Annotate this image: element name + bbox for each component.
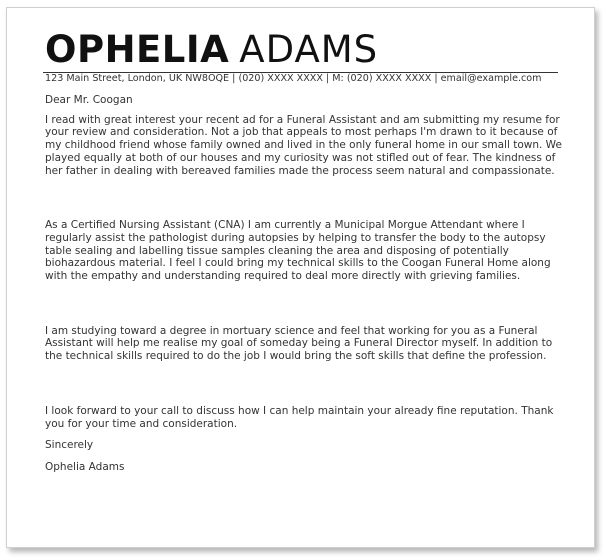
signature-name: Ophelia Adams: [45, 460, 125, 473]
paragraph-1: I read with great interest your recent ad for a Funeral Assistant and am submitting my resume for your review and consideration. Not a job that appeals to most perhaps I'm drawn to it because of my childhood friend whose family owned and lived in the only funeral home in our small town. We played equally at both of our houses and my curiosity was not stifled out of fear. The kindness of her father in dealing with bereaved families made the process seem natural and compassionate.: [45, 113, 562, 177]
salutation: Dear Mr. Coogan: [45, 94, 133, 106]
letter-page: [6, 7, 595, 548]
first-name: OPHELIA: [45, 28, 230, 71]
last-name: ADAMS: [239, 28, 379, 71]
paragraph-3: I am studying toward a degree in mortuary science and feel that working for you as a Funeral Assistant will help me realise my goal of someday being a Funeral Director myself. In addition to the technical skills required to do the job I would bring the soft skills that define the profession.: [45, 324, 553, 363]
paragraph-4: I look forward to your call to discuss how I can help maintain your already fine reputation. Thank you for your time and consideration.: [45, 404, 554, 430]
letter-body: [45, 94, 565, 474]
paragraph-2: As a Certified Nursing Assistant (CNA) I am currently a Municipal Morgue Attendant where I regularly assist the pathologist during autopsies by helping to transfer the body to the autopsy table sealing and labelling tissue samples cleaning the area and disposing of potentially biohazardous material. I feel I could bring my technical skills to the Coogan Funeral Home along with the empathy and understanding required to deal more directly with grieving families.: [45, 219, 551, 283]
applicant-name: [45, 28, 378, 72]
contact-line: 123 Main Street, London, UK NW8OQE | (020) XXXX XXXX | M: (020) XXXX XXXX | email@example.com: [45, 73, 542, 84]
closing: Sincerely: [45, 439, 94, 452]
